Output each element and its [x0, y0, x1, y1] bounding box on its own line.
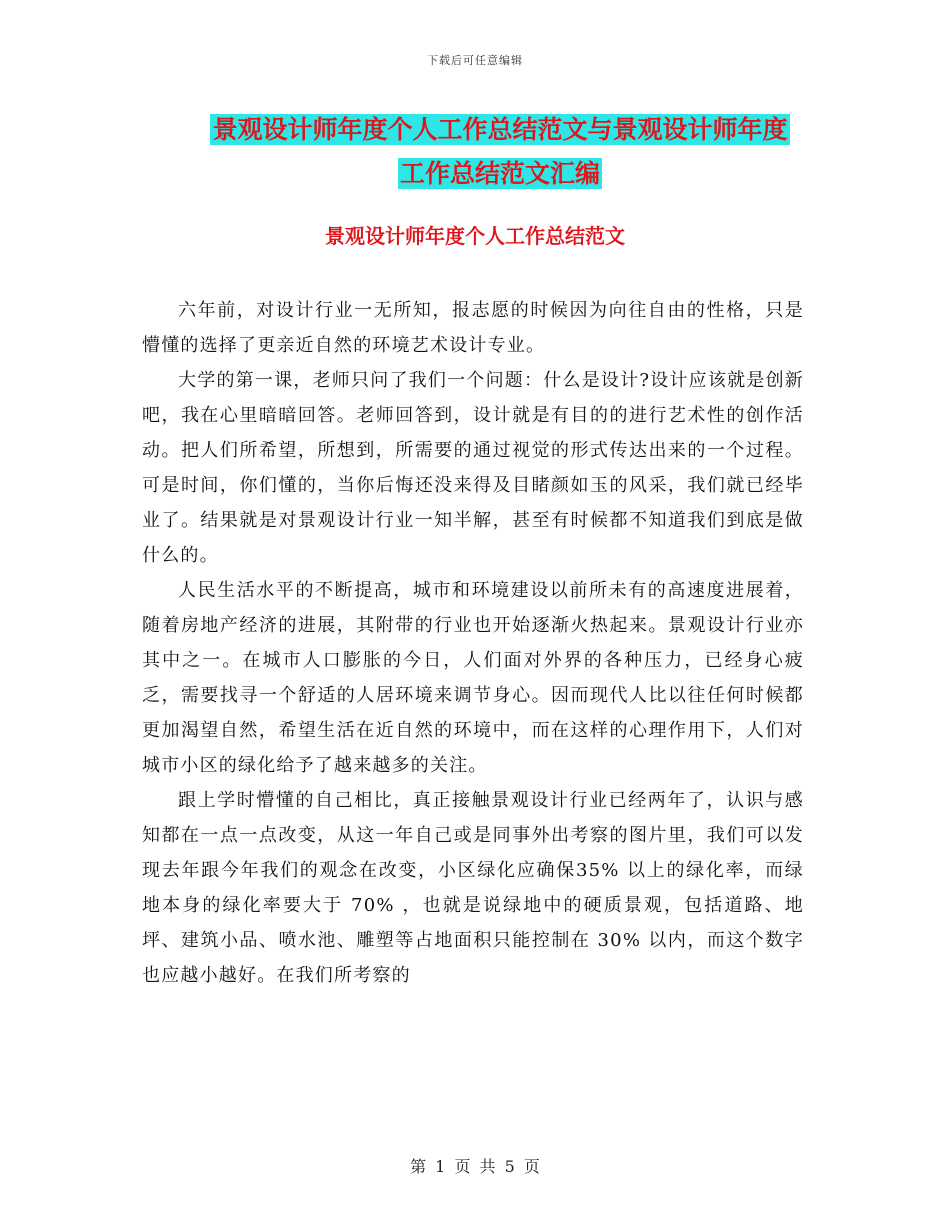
paragraph: 六年前，对设计行业一无所知，报志愿的时候因为向往自由的性格，只是懵懂的选择了更亲近自然的环境艺术设计专业。 [142, 300, 804, 356]
paragraph: 大学的第一课，老师只问了我们一个问题：什么是设计?设计应该就是创新吧，我在心里暗暗回答。老师回答到，设计就是有目的的进行艺术性的创作活动。把人们所希望，所想到，所需要的通过视觉的形式传达出来的一个过程。可是时间，你们懂的，当你后悔还没来得及目睹颜如玉的风采，我们就已经毕业了。结果就是对景观设计行业一知半解，甚至有时候都不知道我们到底是做什么的。 [142, 370, 804, 566]
paragraph: 跟上学时懵懂的自己相比，真正接触景观设计行业已经两年了，认识与感知都在一点一点改变，从这一年自己或是同事外出考察的图片里，我们可以发现去年跟今年我们的观念在改变，小区绿化应确保35% 以上的绿化率，而绿地本身的绿化率要大于 70% ，也就是说绿地中的硬质景观，包括道路、地坪、建筑小品、喷水池、雕塑等占地面积只能控制在 30% 以内，而这个数字也应越小越好。在我们所考察的 [142, 790, 804, 986]
page-number: 第 1 页 共 5 页 [410, 1157, 540, 1176]
title-line-1: 景观设计师年度个人工作总结范文与景观设计师年度 [212, 115, 788, 144]
body-text [142, 293, 804, 993]
header-note: 下载后可任意编辑 [427, 54, 523, 67]
section-title: 景观设计师年度个人工作总结范文 [325, 224, 625, 248]
paragraph: 人民生活水平的不断提高，城市和环境建设以前所未有的高速度进展着，随着房地产经济的进展，其附带的行业也开始逐渐火热起来。景观设计行业亦其中之一。在城市人口膨胀的今日，人们面对外界的各种压力，已经身心疲乏，需要找寻一个舒适的人居环境来调节身心。因而现代人比以往任何时候都更加渴望自然，希望生活在近自然的环境中，而在这样的心理作用下，人们对城市小区的绿化给予了越来越多的关注。 [142, 580, 804, 776]
title-line-2: 工作总结范文汇编 [399, 159, 600, 188]
document-title [150, 108, 850, 196]
